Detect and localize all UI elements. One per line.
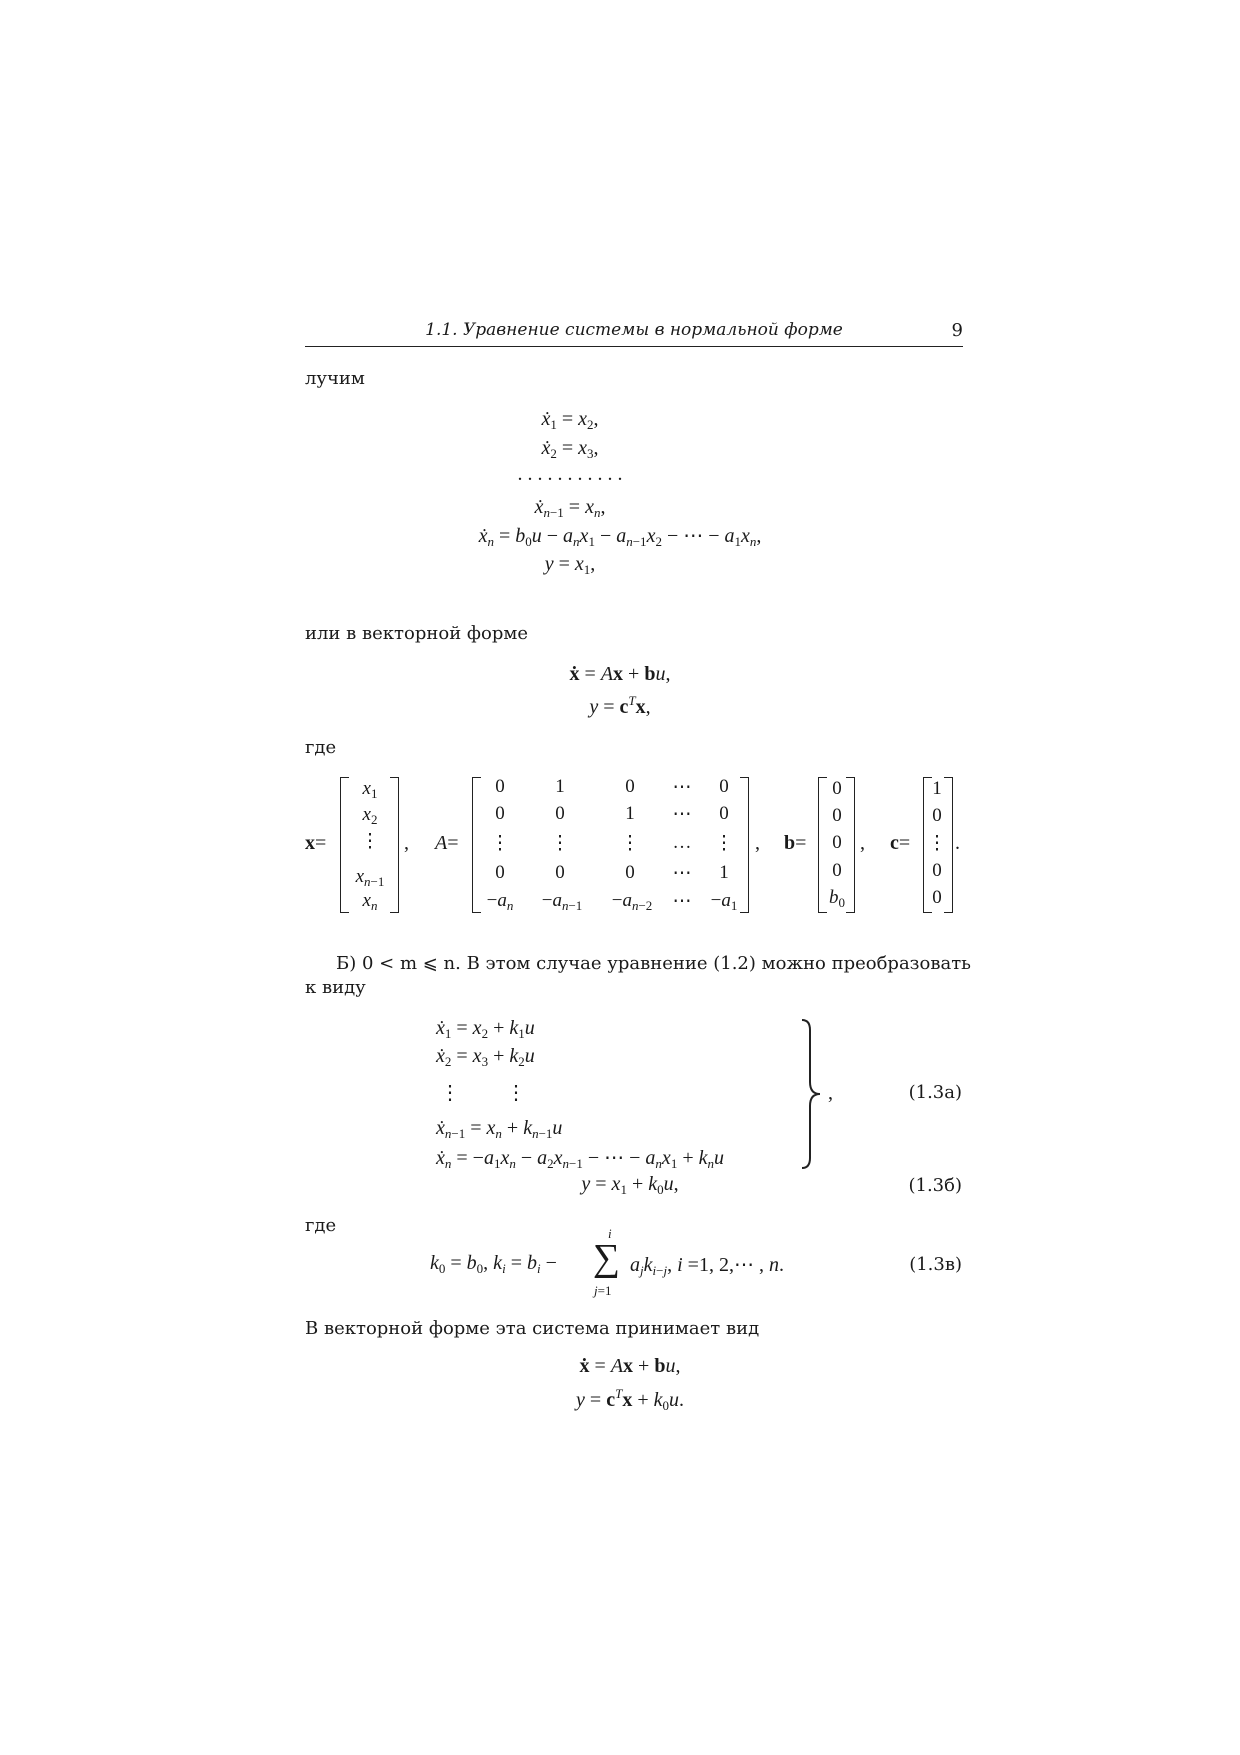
paragraph-vector-form: или в векторной форме <box>305 623 529 644</box>
case-b-line-1: Б) 0 < m ⩽ n. В этом случае уравнение (1.2) можно преобразовать <box>336 953 971 974</box>
eq-line-4: ẋ$_n$ = $b_0u - a_nx_1 - a_{n-1}x_2$ − ⋯ − $a_1x_n$, <box>478 525 762 549</box>
eq-13b: $y = x_1 + k_0u$, <box>581 1173 679 1197</box>
eq-line-2: ẋ$_2$ = $x_3$, <box>541 437 599 461</box>
paragraph-where-2: где <box>305 1215 337 1236</box>
running-head-title: 1.1. Уравнение системы в нормальной форме <box>425 320 843 340</box>
right-brace <box>800 1018 826 1170</box>
paragraph-vector-form-2: В векторной форме эта система принимает вид <box>305 1318 760 1339</box>
eq-number-13c: (1.3в) <box>909 1254 962 1275</box>
eq-line-3: ẋ$_{n-1}$ = $x_n$, <box>534 496 606 520</box>
eq-number-13a: (1.3а) <box>908 1082 962 1103</box>
eq-line-1: ẋ$_1$ = $x_2$, <box>541 408 599 432</box>
running-head <box>305 320 963 347</box>
case-b-line-2: к виду <box>305 977 366 998</box>
eq-number-13b: (1.3б) <box>908 1175 962 1196</box>
paragraph-start: лучим <box>305 368 365 389</box>
eq-line-5: $y = x_1$, <box>544 553 596 577</box>
paragraph-where-1: где <box>305 737 337 758</box>
page-number: 9 <box>951 320 963 341</box>
eq-dots: . . . . . . . . . . . <box>517 463 623 485</box>
